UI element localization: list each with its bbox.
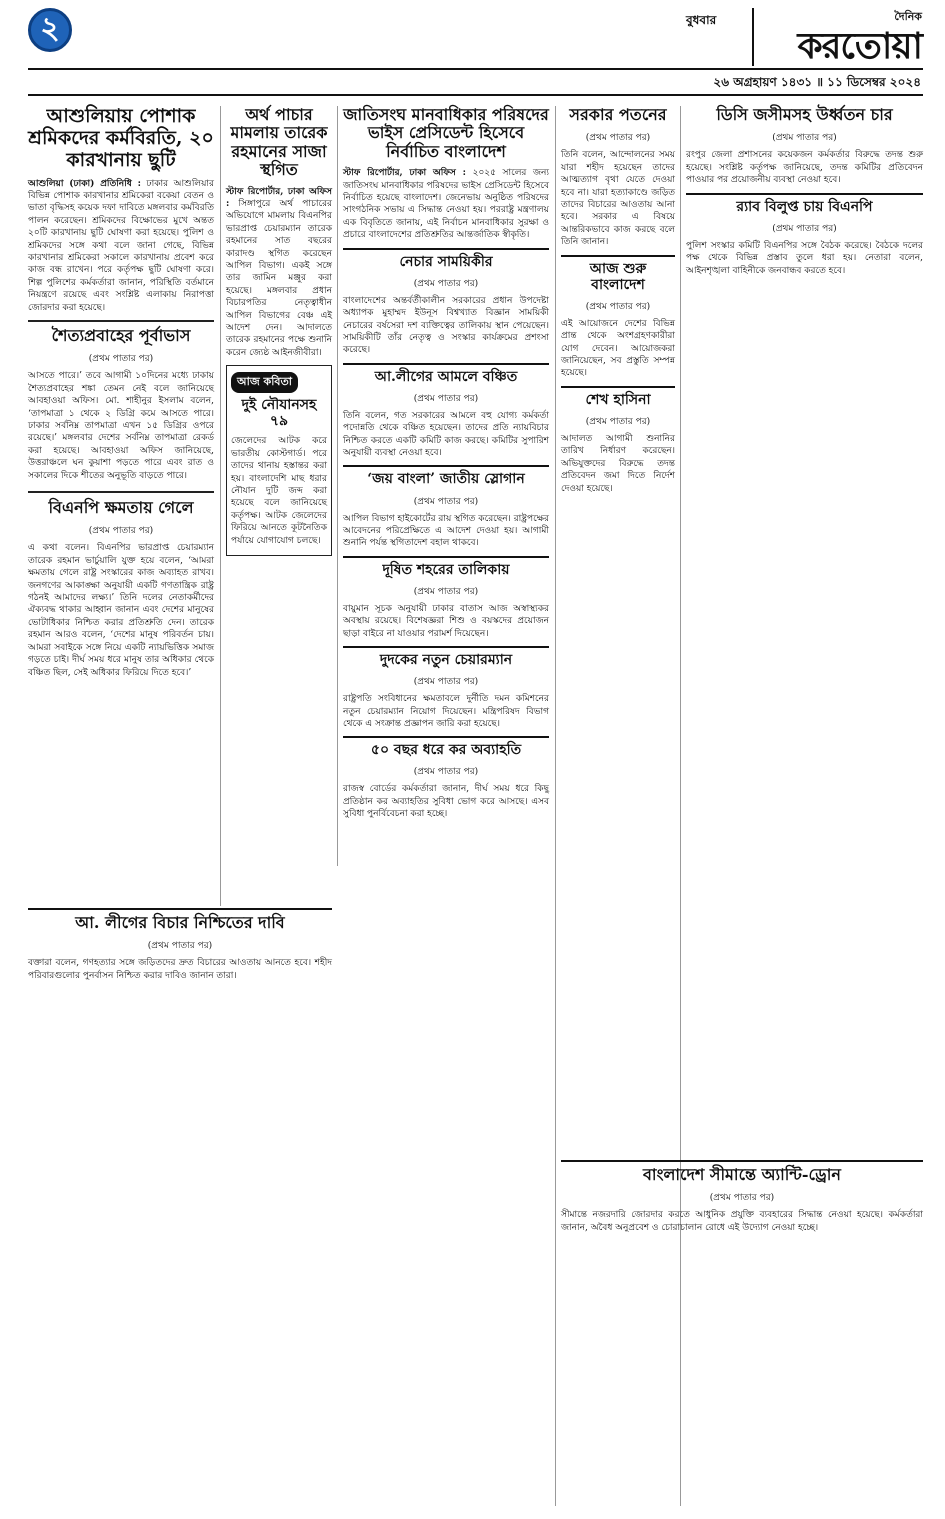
headline: র‌্যাব বিলুপ্ত চায় বিএনপি bbox=[736, 198, 873, 215]
article-garment-workers bbox=[28, 105, 214, 678]
newspaper-logo bbox=[752, 8, 922, 66]
article-section bbox=[343, 248, 549, 357]
headline: শৈত্যপ্রবাহের পূর্বাভাস bbox=[51, 326, 191, 345]
article-body: তিনি বলেন, আন্দোলনের সময় যারা শহীদ হয়েছেন তাদের আত্মত্যাগ বৃথা যেতে দেওয়া হবে না। যারা হত্যাকাণ্ডে জড়িত তাদের বিচারের আওতায় আনা হবে। সরকার এ বিষয়ে আন্তরিকভাবে কাজ করছে বলে তিনি জানান। bbox=[561, 150, 675, 248]
logo-wordmark: করতোয়া bbox=[797, 26, 922, 67]
column-divider bbox=[337, 106, 338, 866]
continuation-note: (প্রথম পাতার পর) bbox=[585, 133, 651, 144]
headline: বাংলাদেশ সীমান্তে অ্যান্টি-ড্রোন bbox=[643, 1165, 841, 1184]
masthead bbox=[0, 0, 945, 98]
article-section bbox=[343, 736, 549, 820]
continuation-note: (প্রথম পাতার পর) bbox=[413, 496, 479, 507]
article-body: রাজস্ব বোর্ডের কর্মকর্তারা জানান, দীর্ঘ সময় ধরে কিছু প্রতিষ্ঠান কর অব্যাহতির সুবিধা ভোগ করে আসছে। এসব সুবিধা পুনর্বিবেচনা করা হচ্ছে। bbox=[343, 784, 549, 820]
headline: দুদকের নতুন চেয়ারম্যান bbox=[379, 652, 513, 669]
article-body bbox=[343, 167, 549, 241]
article-body: বায়ুমান সূচক অনুযায়ী ঢাকার বাতাস আজ অস্বাস্থ্যকর অবস্থায় রয়েছে। বিশেষজ্ঞরা শিশু ও বয়স্কদের প্রয়োজন ছাড়া বাইরে না যাওয়ার পরামর্শ দিয়েছেন। bbox=[343, 603, 549, 639]
headline: ৫০ বছর ধরে কর অব্যাহতি bbox=[370, 742, 522, 759]
article-body: পুলিশ সংস্কার কমিটি বিএনপির সঙ্গে বৈঠক করেছে। বৈঠকে দলের পক্ষ থেকে বিভিন্ন প্রস্তাব তুলে ধরা হয়। নেতারা বলেন, আইনশৃঙ্খলা বাহিনীকে জনবান্ধব করতে হবে। bbox=[686, 240, 923, 276]
byline: স্টাফ রিপোর্টার, ঢাকা অফিস : bbox=[343, 168, 467, 179]
article-govt-fall bbox=[561, 106, 675, 1146]
masthead-rule-top bbox=[28, 68, 923, 70]
article-body bbox=[226, 186, 332, 360]
continuation-note: (প্রথম পাতার পর) bbox=[413, 677, 479, 688]
article-body: আসতে পারে।’ তবে আগামী ১০দিনের মধ্যে ঢাকায় শৈত্যপ্রবাহের শঙ্কা তেমন নেই বলে জানিয়েছে আবহাওয়া অফিস। মো. শাহীনুর ইসলাম বলেন, ‘তাপমাত্রা ১ থেকে ২ ডিগ্রি কমে আসতে পারে। ঢাকার সর্বনিম্ন তাপমাত্রা এখন ১৫ ডিগ্রির ওপরে রয়েছে।’ মঙ্গলবার দেশের সর্বনিম্ন তাপমাত্রা রেকর্ড করা হয়েছে। আবহাওয়া অফিস জানিয়েছে, উত্তরাঞ্চলে ঘন কুয়াশা পড়তে পারে এবং রাত ও সকালের দিকে শীতের অনুভূতি বাড়তে পারে। bbox=[28, 371, 214, 481]
headline: দুই নৌযানসহ ৭৯ bbox=[241, 397, 317, 430]
article-dc-jasim bbox=[686, 106, 923, 1146]
continuation-note: (প্রথম পাতার পর) bbox=[88, 526, 154, 537]
article-section bbox=[561, 386, 675, 495]
article-section bbox=[343, 556, 549, 640]
continuation-note: (প্রথম পাতার পর) bbox=[772, 223, 837, 234]
body-paragraph: ঢাকার আশুলিয়ার বিভিন্ন পোশাক কারখানার শ্রমিকেরা বকেয়া বেতন ও ভাতা বৃদ্ধিসহ কয়েক দফা দাবিতে মঙ্গলবার কর্মবিরতি পালন করেছেন। শ্রমিকদের বিক্ষোভের মুখে অন্তত ২০টি কারখানায় ছুটি ঘোষণা করা হয়েছে। পুলিশ ও শ্রমিকদের সঙ্গে কথা বলে জানা গেছে, বিভিন্ন কারখানার শ্রমিকেরা সকালে কারখানায় প্রবেশ করে কাজ বন্ধ রাখেন। পরে কর্তৃপক্ষ ছুটি ঘোষণা করে। শিল্প পুলিশের কর্মকর্তারা জানান, পরিস্থিতি বর্তমানে নিয়ন্ত্রণে রয়েছে এবং সংশ্লিষ্ট এলাকায় নিরাপত্তা জোরদার করা হয়েছে। bbox=[28, 178, 214, 313]
cold-wave-article bbox=[28, 320, 214, 493]
continuation-note: (প্রথম পাতার পর) bbox=[413, 586, 479, 597]
weekday: বুধবার bbox=[686, 13, 717, 27]
continuation-note: (প্রথম পাতার পর) bbox=[147, 941, 213, 952]
article-tarek-verdict bbox=[226, 106, 332, 866]
article-body bbox=[28, 178, 214, 314]
headline: অর্থ পাচার মামলায় তারেক রহমানের সাজা স্থগিত bbox=[230, 105, 328, 180]
body-paragraph: ২০২৫ সালের জন্য জাতিসংঘ মানবাধিকার পরিষদের ভাইস প্রেসিডেন্ট হিসেবে নির্বাচিত হয়েছে বাংলাদেশ। জেনেভায় অনুষ্ঠিত পরিষদের সাংগঠনিক সভায় এ সিদ্ধান্ত নেওয়া হয়। পররাষ্ট্র মন্ত্রণালয় এক বিবৃতিতে জানায়, এই নির্বাচন মানবাধিকার সুরক্ষা ও প্রচারে বাংলাদেশের প্রতিশ্রুতির আন্তর্জাতিক স্বীকৃতি। bbox=[343, 168, 549, 241]
article-section bbox=[561, 255, 675, 380]
article-body: রংপুর জেলা প্রশাসনের কয়েকজন কর্মকর্তার বিরুদ্ধে তদন্ত শুরু হয়েছে। সংশ্লিষ্ট কর্তৃপক্ষ জানিয়েছে, তদন্ত কমিটির প্রতিবেদন পাওয়ার পর প্রয়োজনীয় ব্যবস্থা নেওয়া হবে। bbox=[686, 150, 923, 186]
continuation-note: (প্রথম পাতার পর) bbox=[88, 354, 154, 365]
article-body: বক্তারা বলেন, গণহত্যার সঙ্গে জড়িতদের দ্রুত বিচারের আওতায় আনতে হবে। শহীদ পরিবারগুলোর পুনর্বাসন নিশ্চিত করার দাবিও জানান তারা। bbox=[28, 958, 332, 981]
column-divider bbox=[555, 106, 556, 1506]
headline: নেচার সাময়িকীর bbox=[399, 253, 493, 270]
article-body: সীমান্তে নজরদারি জোরদার করতে আধুনিক প্রযুক্তি ব্যবহারের সিদ্ধান্ত নেওয়া হয়েছে। কর্মকর্তারা জানান, অবৈধ অনুপ্রবেশ ও চোরাচালান রোধে এই উদ্যোগ নেওয়া হচ্ছে। bbox=[561, 1210, 923, 1233]
article-body: এই আয়োজনে দেশের বিভিন্ন প্রান্ত থেকে অংশগ্রহণকারীরা যোগ দেবেন। আয়োজকরা জানিয়েছেন, সব প্রস্তুতি সম্পন্ন হয়েছে। bbox=[561, 318, 675, 379]
continuation-note: (প্রথম পাতার পর) bbox=[585, 301, 651, 312]
article-body: আদালত আগামী শুনানির তারিখ নির্ধারণ করেছেন। অভিযুক্তদের বিরুদ্ধে তদন্ত প্রতিবেদন জমা দিতে নির্দেশ দেওয়া হয়েছে। bbox=[561, 433, 675, 494]
article-section bbox=[343, 363, 549, 460]
article-body: আপিল বিভাগ হাইকোর্টের রায় স্থগিত করেছেন। রাষ্ট্রপক্ষের আবেদনের পরিপ্রেক্ষিতে এ আদেশ দেওয়া হয়। আগামী শুনানি পর্যন্ত স্থগিতাদেশ বহাল থাকবে। bbox=[343, 513, 549, 549]
article-body: বাংলাদেশের অন্তর্বর্তীকালীন সরকারের প্রধান উপদেষ্টা অধ্যাপক মুহাম্মদ ইউনূস বিশ্বখ্যাত বিজ্ঞান সাময়িকী নেচারের বর্ষসেরা দশ ব্যক্তিত্বের তালিকায় স্থান পেয়েছেন। সাময়িকীটি তাঁর নেতৃত্ব ও সংস্কার কার্যক্রমের প্রশংসা করেছে। bbox=[343, 295, 549, 356]
article-body: এ কথা বলেন। বিএনপির ভারপ্রাপ্ত চেয়ারম্যান তারেক রহমান ভার্চুয়ালি যুক্ত হয়ে বলেন, ‘আমরা ক্ষমতায় গেলে রাষ্ট্র সংস্কারের কাজ অব্যাহত রাখব। জনগণের আকাঙ্ক্ষা অনুযায়ী একটি গণতান্ত্রিক রাষ্ট্র গঠনই আমাদের লক্ষ্য।’ তিনি দলের নেতাকর্মীদের ঐক্যবদ্ধ থাকার আহ্বান জানান এবং দেশের মানুষের ভোটাধিকার নিশ্চিত করার প্রতিশ্রুতি দেন। তারেক রহমান আরও বলেন, ‘দেশের মানুষ পরিবর্তন চায়। আমরা সবাইকে সঙ্গে নিয়ে একটি ন্যায়ভিত্তিক সমাজ গড়তে চাই। দীর্ঘ সময় ধরে মানুষ তার অধিকার থেকে বঞ্চিত ছিল, সেই অধিকার ফিরিয়ে দিতে হবে।’ bbox=[28, 543, 214, 678]
continuation-note: (প্রথম পাতার পর) bbox=[413, 767, 479, 778]
article-un-human-rights bbox=[343, 106, 549, 1496]
article-anti-drone bbox=[561, 1160, 923, 1510]
page-number: ২ bbox=[40, 11, 60, 46]
article-section bbox=[343, 646, 549, 730]
article-section bbox=[686, 193, 923, 277]
headline: আশুলিয়ায় পোশাক শ্রমিকদের কর্মবিরতি, ২০ কারখানায় ছুটি bbox=[28, 105, 214, 171]
headline: ‘জয় বাংলা’ জাতীয় স্লোগান bbox=[367, 471, 525, 488]
headline: শেখ হাসিনা bbox=[585, 391, 651, 408]
headline: জাতিসংঘ মানবাধিকার পরিষদের ভাইস প্রেসিডেন্ট হিসেবে নির্বাচিত বাংলাদেশ bbox=[343, 105, 549, 161]
article-body: রাষ্ট্রপতি সংবিধানের ক্ষমতাবলে দুর্নীতি দমন কমিশনের নতুন চেয়ারম্যান নিয়োগ দিয়েছেন। মন্ত্রিপরিষদ বিভাগ থেকে এ সংক্রান্ত প্রজ্ঞাপন জারি করা হয়েছে। bbox=[343, 694, 549, 729]
fishermen-article bbox=[226, 365, 332, 556]
column-divider bbox=[220, 106, 221, 906]
continuation-note: (প্রথম পাতার পর) bbox=[772, 133, 837, 144]
section-tag: আজ কবিতা bbox=[231, 372, 298, 393]
continuation-note: (প্রথম পাতার পর) bbox=[413, 278, 479, 289]
article-body: তিনি বলেন, গত সরকারের আমলে বহু যোগ্য কর্মকর্তা পদোন্নতি থেকে বঞ্চিত হয়েছেন। তাদের প্রতি ন্যায়বিচার নিশ্চিত করতে একটি কমিটি কাজ করছে। কমিটির সুপারিশ অনুযায়ী ব্যবস্থা নেওয়া হবে। bbox=[343, 410, 549, 459]
headline: আ.লীগের আমলে বঞ্চিত bbox=[374, 368, 518, 385]
continuation-note: (প্রথম পাতার পর) bbox=[413, 393, 479, 404]
article-section bbox=[343, 465, 549, 549]
body-paragraph: সিঙ্গাপুরে অর্থ পাচারের অভিযোগে মামলায় বিএনপির ভারপ্রাপ্ত চেয়ারম্যান তারেক রহমানের সাত বছরের কারাদণ্ড স্থগিত করেছেন আপিল বিভাগ। একই সঙ্গে তার জামিন মঞ্জুর করা হয়েছে। মঙ্গলবার প্রধান বিচারপতির নেতৃত্বাধীন আপিল বিভাগের বেঞ্চ এই আদেশ দেন। আদালতে তারেক রহমানের পক্ষে শুনানি করেন জ্যেষ্ঠ আইনজীবীরা। bbox=[226, 198, 332, 358]
headline: দূষিত শহরের তালিকায় bbox=[382, 561, 510, 578]
date-line: ২৬ অগ্রহায়ণ ১৪৩১ ॥ ১১ ডিসেম্বর ২০২৪ bbox=[713, 75, 921, 89]
masthead-rule-bottom bbox=[28, 94, 923, 96]
page-number-badge bbox=[28, 8, 72, 52]
article-al-trial bbox=[28, 908, 332, 1508]
headline: সরকার পতনের bbox=[569, 105, 667, 124]
byline: আশুলিয়া (ঢাকা) প্রতিনিধি : bbox=[28, 178, 141, 189]
logo-prefix: দৈনিক bbox=[894, 10, 922, 23]
headline: ডিসি জসীমসহ উর্ধ্বতন চার bbox=[716, 105, 893, 124]
continuation-note: (প্রথম পাতার পর) bbox=[585, 416, 651, 427]
continuation-note: (প্রথম পাতার পর) bbox=[709, 1193, 775, 1204]
byline: স্টাফ রিপোর্টার, ঢাকা অফিস : bbox=[226, 186, 332, 209]
headline: আ. লীগের বিচার নিশ্চিতের দাবি bbox=[75, 913, 285, 932]
headline: আজ শুরু বাংলাদেশ bbox=[589, 260, 647, 293]
article-body: জেলেদের আটক করে ভারতীয় কোস্টগার্ড। পরে তাদের থানায় হস্তান্তর করা হয়। বাংলাদেশি মাছ ধরার নৌযান দুটি জব্দ করা হয়েছে বলে জানিয়েছে কর্তৃপক্ষ। আটক জেলেদের ফিরিয়ে আনতে কূটনৈতিক পর্যায়ে যোগাযোগ চলছে। bbox=[231, 436, 327, 546]
headline: বিএনপি ক্ষমতায় গেলে bbox=[48, 498, 194, 518]
